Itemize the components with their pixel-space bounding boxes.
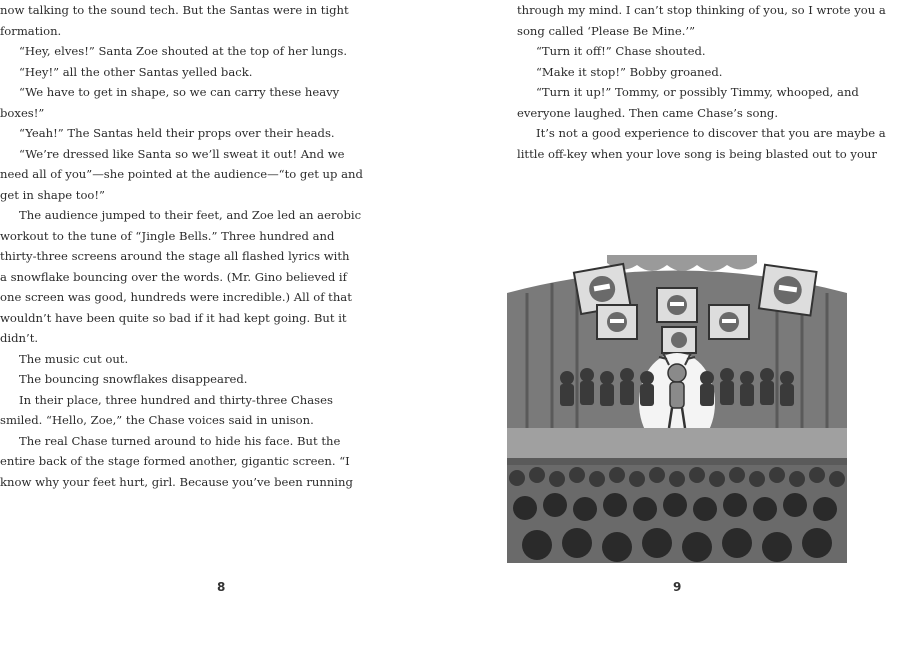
text-line: “Make it stop!” Bobby groaned. <box>536 64 723 79</box>
text-line: now talking to the sound tech. But the Santas were in tight <box>0 3 349 17</box>
text-line: little off-key when your love song is being blasted out to your <box>517 146 877 161</box>
text-line: “We have to get in shape, so we can carry these heavy <box>19 85 340 99</box>
left-page-text <box>0 0 363 492</box>
text-line: The audience jumped to their feet, and Zoe led an aerobic <box>19 208 362 222</box>
text-line: “Hey, elves!” Santa Zoe shouted at the top of her lungs. <box>19 44 348 58</box>
text-line: The real Chase turned around to hide his face. But the <box>19 433 341 448</box>
text-line: workout to the tune of “Jingle Bells.” Three hundred and <box>0 228 335 243</box>
text-line: It’s not a good experience to discover that you are maybe a <box>536 126 886 140</box>
right-page-text <box>517 0 886 164</box>
text-line: “Hey!” all the other Santas yelled back. <box>19 64 253 79</box>
text-line: song called ‘Please Be Mine.’” <box>517 23 696 38</box>
text-line: know why your feet hurt, girl. Because you’ve been running <box>0 474 353 489</box>
text-line: didn’t. <box>0 331 39 345</box>
text-line: wouldn’t have been quite so bad if it had kept going. But it <box>0 310 347 325</box>
text-line: formation. <box>0 23 62 38</box>
page-number: 8 <box>217 580 226 594</box>
text-line: “Turn it off!” Chase shouted. <box>536 44 706 58</box>
text-line: “Turn it up!” Tommy, or possibly Timmy, whooped, and <box>536 85 859 99</box>
text-line: smiled. “Hello, Zoe,” the Chase voices said in unison. <box>0 413 314 427</box>
text-line: get in shape too!” <box>0 187 105 202</box>
text-line: boxes!” <box>0 105 45 120</box>
text-line: thirty-three screens around the stage all flashed lyrics with <box>0 249 350 263</box>
text-line: “Yeah!” The Santas held their props over their heads. <box>19 126 335 140</box>
text-line: through my mind. I can’t stop thinking of you, so I wrote you a <box>517 3 886 17</box>
text-line: one screen was good, hundreds were incredible.) All of that <box>0 290 352 304</box>
page-number: 9 <box>673 580 682 594</box>
text-line: a snowflake bouncing over the words. (Mr. Gino believed if <box>0 269 347 284</box>
theater-stage-illustration <box>497 253 857 563</box>
text-line: The music cut out. <box>19 351 129 366</box>
stage-floor <box>507 428 847 458</box>
stage-edge <box>507 458 847 465</box>
text-line: everyone laughed. Then came Chase’s song. <box>517 105 779 120</box>
text-line: In their place, three hundred and thirty-three Chases <box>19 392 333 407</box>
text-line: “We’re dressed like Santa so we’ll sweat it out! And we <box>19 146 345 161</box>
curtain-valance <box>607 255 757 271</box>
text-line: The bouncing snowflakes disappeared. <box>19 372 248 386</box>
illustration-svg <box>497 253 857 563</box>
text-line: need all of you”—she pointed at the audience—“to get up and <box>0 167 363 181</box>
text-line: entire back of the stage formed another, gigantic screen. “I <box>0 454 350 468</box>
